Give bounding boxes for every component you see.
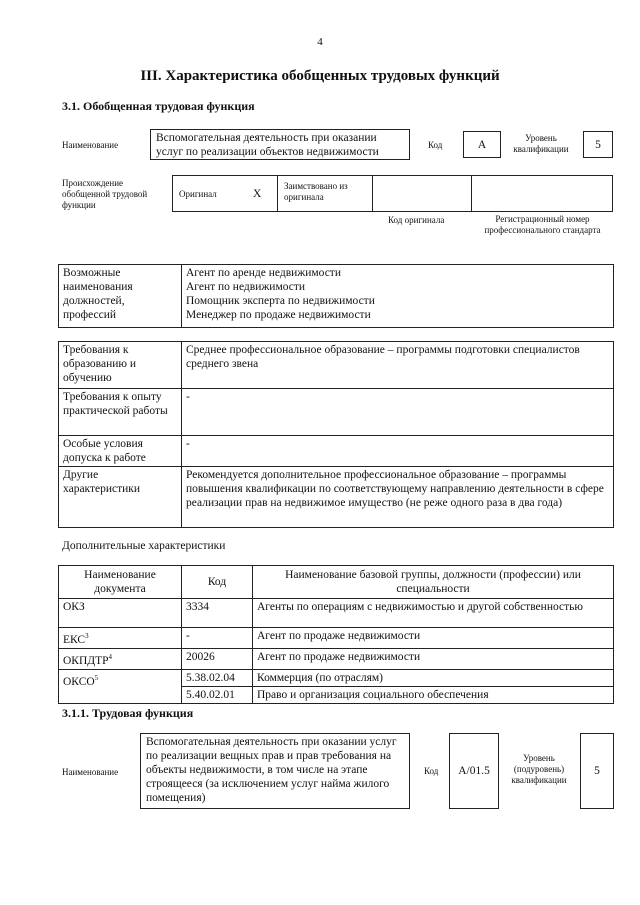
gtf-name-value: Вспомогательная деятельность при оказании услуг по реализации объектов недвижимости xyxy=(156,132,379,158)
row-doc xyxy=(59,648,182,669)
gtf-level-label: Уровень квалификации xyxy=(513,133,569,154)
gtf-code-value: А xyxy=(477,139,487,151)
tf-name-value: Вспомогательная деятельность при оказании услуг по реализации вещных прав и прав требования на объекты недвижимости, в том числе на этапе строящееся (за исключением услуг найма жилого помещения) xyxy=(146,736,397,804)
row-code: 20026 xyxy=(182,648,253,669)
gtf-origin-label: Происхождение обобщенной трудовой функции xyxy=(62,178,148,210)
table-row xyxy=(59,669,614,686)
positions-table xyxy=(58,264,614,328)
header-doc: Наименование документа xyxy=(59,566,182,599)
position-item: Менеджер по продаже недвижимости xyxy=(186,309,371,321)
header-code: Код xyxy=(182,566,253,599)
requirement-row xyxy=(59,467,614,528)
tf-name-box xyxy=(140,733,410,809)
row-code: - xyxy=(182,628,253,649)
table-row xyxy=(59,628,614,649)
table-row xyxy=(59,599,614,628)
gtf-orig-code-cell xyxy=(372,175,472,212)
additional-table xyxy=(58,565,614,704)
positions-label: Возможные наименования должностей, профессий xyxy=(59,265,182,328)
tf-level-label: Уровень (подуровень) квалификации xyxy=(511,753,567,785)
requirement-label: Другие характеристики xyxy=(59,467,182,528)
row-doc xyxy=(59,628,182,649)
gtf-heading: 3.1. Обобщенная трудовая функция xyxy=(62,99,255,113)
tf-heading: 3.1.1. Трудовая функция xyxy=(62,706,194,720)
row-doc-text: ЕКС xyxy=(63,633,86,646)
row-name: Агенты по операциям с недвижимостью и другой собственностью xyxy=(253,599,614,628)
gtf-reg-num-cell xyxy=(471,175,613,212)
positions-list xyxy=(182,265,614,328)
requirement-value: - xyxy=(182,389,614,436)
requirement-label: Требования к образованию и обучению xyxy=(59,342,182,389)
gtf-orig-code-caption: Код оригинала xyxy=(388,215,445,225)
gtf-borrowed-label: Заимствовано из оригинала xyxy=(284,181,348,202)
tf-level-box xyxy=(580,733,614,809)
page-number: 4 xyxy=(317,36,323,48)
row-code: 5.38.02.04 xyxy=(182,669,253,686)
gtf-name-label: Наименование xyxy=(62,140,119,150)
tf-level-value: 5 xyxy=(594,765,600,777)
requirement-row xyxy=(59,436,614,467)
position-item: Агент по аренде недвижимости xyxy=(186,267,341,279)
section-title: III. Характеристика обобщенных трудовых функций xyxy=(140,68,500,84)
requirement-value: Рекомендуется дополнительное профессиональное образование – программы повышения квалификации по соответствующему направлению деятельности в сфере реализации прав на недвижимое имущество (не реже одного раза в два года) xyxy=(182,467,614,528)
requirement-value: - xyxy=(182,436,614,467)
row-doc xyxy=(59,599,182,628)
requirements-table xyxy=(58,341,614,528)
requirement-value: Среднее профессиональное образование – программы подготовки специалистов среднего звена xyxy=(182,342,614,389)
gtf-reg-num-caption: Регистрационный номер профессионального стандарта xyxy=(484,214,601,235)
gtf-level-box xyxy=(583,131,613,158)
row-doc xyxy=(59,669,182,703)
header-name: Наименование базовой группы, должности (профессии) или специальности xyxy=(253,566,614,599)
position-item: Агент по недвижимости xyxy=(186,281,306,293)
requirement-label: Особые условия допуска к работе xyxy=(59,436,182,467)
tf-name-label: Наименование xyxy=(62,767,119,777)
row-name: Агент по продаже недвижимости xyxy=(253,628,614,649)
additional-header-row xyxy=(59,566,614,599)
gtf-name-box xyxy=(150,129,410,160)
row-name: Коммерция (по отраслям) xyxy=(253,669,614,686)
requirement-row xyxy=(59,342,614,389)
additional-heading: Дополнительные характеристики xyxy=(62,540,226,552)
gtf-level-value: 5 xyxy=(595,139,601,151)
tf-code-box xyxy=(449,733,499,809)
row-code: 3334 xyxy=(182,599,253,628)
row-doc-text: ОКСО xyxy=(63,675,95,688)
row-doc-sup: 4 xyxy=(108,652,113,661)
gtf-code-label: Код xyxy=(428,140,443,150)
position-item: Помощник эксперта по недвижимости xyxy=(186,295,375,307)
gtf-code-box xyxy=(463,131,501,158)
gtf-original-label: Оригинал xyxy=(179,189,217,199)
gtf-original-mark: X xyxy=(253,188,262,200)
table-row xyxy=(59,648,614,669)
tf-code-label: Код xyxy=(424,766,439,776)
row-doc-sup: 5 xyxy=(94,673,99,682)
row-doc-text: ОКПДТР xyxy=(63,654,109,667)
row-doc-text: ОКЗ xyxy=(63,601,85,613)
row-name: Право и организация социального обеспечения xyxy=(253,686,614,703)
gtf-borrowed-cell xyxy=(277,175,373,212)
row-doc-sup: 3 xyxy=(85,632,89,640)
requirement-row xyxy=(59,389,614,436)
gtf-original-cell xyxy=(172,175,278,212)
requirement-label: Требования к опыту практической работы xyxy=(59,389,182,436)
tf-code-value: A/01.5 xyxy=(458,765,490,777)
row-name: Агент по продаже недвижимости xyxy=(253,648,614,669)
row-code: 5.40.02.01 xyxy=(182,686,253,703)
